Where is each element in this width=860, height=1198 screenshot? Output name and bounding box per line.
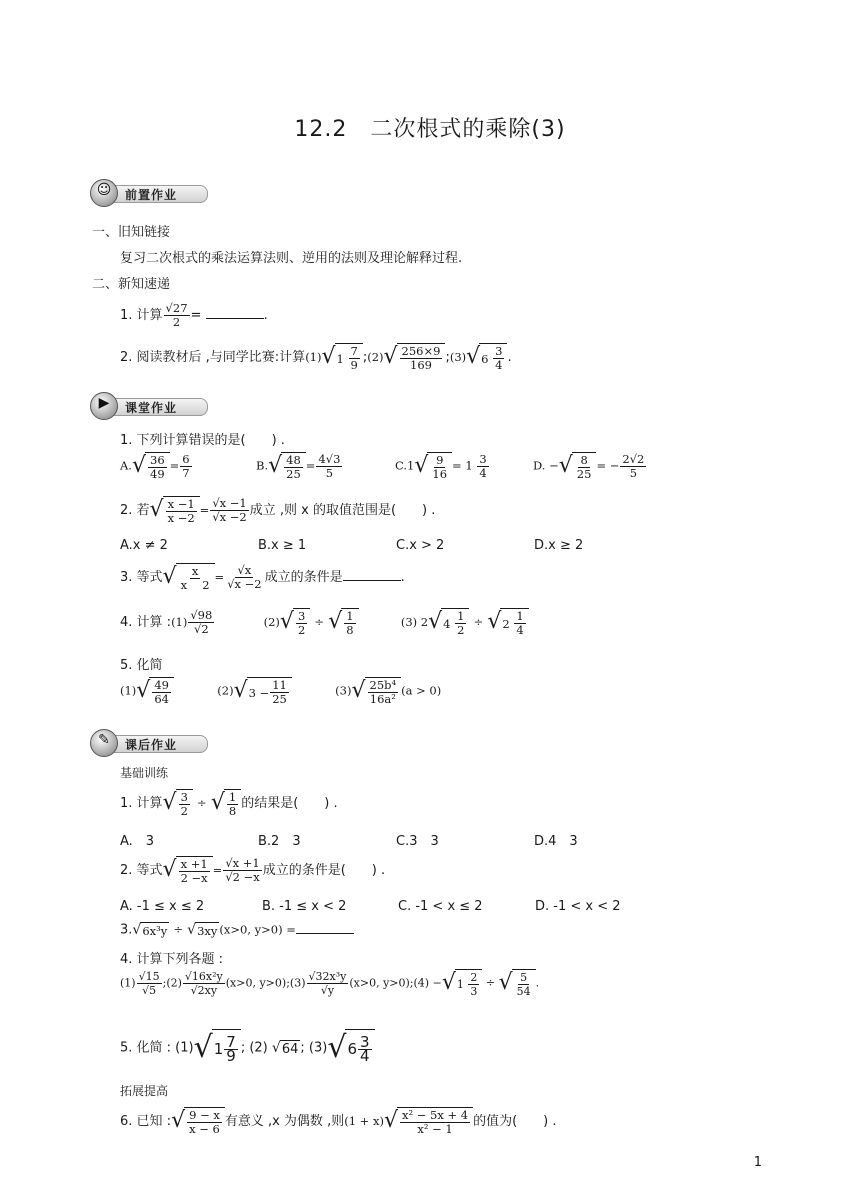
- heading-basic-training: 基础训练: [120, 766, 169, 780]
- class-q2-option-a[interactable]: A.x ≠ 2: [120, 538, 168, 553]
- after-q2-option-b[interactable]: B. -1 ≤ x < 2: [262, 899, 347, 914]
- class-q1-option-b[interactable]: B. √ $\frac{48}{25}$ = $\frac{4√3}{5}$: [256, 452, 341, 481]
- class-q1-option-a[interactable]: A. √ $\frac{36}{49}$ = $\frac{6}{7}$: [120, 452, 190, 481]
- heading-old-knowledge: 一、旧知链接: [92, 225, 171, 240]
- after-question-6: 6. 已知 : √ $\frac{9 - x}{x - 6}$ 有意义 ,x 为偶数 ,则(1 + x) √ $\frac{\text{x² − 5x + 4}}{\text{x² − 1}}$ 的值为( ) .: [120, 1108, 557, 1136]
- after-question-3: 3. √ 6x³y ÷ √ 3xy (x>0, y>0) =: [120, 922, 354, 938]
- section-banner-pre: [90, 179, 208, 205]
- heading-new-knowledge: 二、新知速递: [92, 277, 171, 292]
- section-banner-label: 前置作业: [125, 188, 178, 202]
- section-banner-class: [90, 392, 208, 418]
- page-number: 1: [753, 1155, 762, 1170]
- banner-badge-icon: ✎: [90, 729, 118, 757]
- class-q2-option-d[interactable]: D.x ≥ 2: [534, 538, 584, 553]
- after-question-4: 4. 计算下列各题 :: [120, 952, 224, 967]
- after-q1-option-b[interactable]: B.2 3: [258, 834, 301, 849]
- after-question-2: 2. 等式 √ $\frac{x +1}{2 -x}$ = $\frac{√x +1}{√2 -x}$ 成立的条件是( ) .: [120, 856, 386, 885]
- class-question-4: 4. 计算 :(1) $\frac{√98}{√2}$ (2) √ $\frac{3}{2}$ ÷ √ $\frac{1}{8}$ (3) 2 √ 4 $\frac{1}{2}$ ÷ √ 2 $\frac{1}{4}$: [120, 608, 529, 637]
- banner-badge-icon: ☺: [90, 179, 118, 207]
- class-q1-option-c[interactable]: C.1 √ $\frac{9}{16}$ = 1 $\frac{3}{4}$: [395, 452, 487, 481]
- after-q1-option-c[interactable]: C.3 3: [396, 834, 439, 849]
- section-banner-after: [90, 729, 208, 755]
- pre-question-2: 2. 阅读教材后 ,与同学比赛:计算(1) √ 1 $\frac{7}{9}$ ;(2) √ $\frac{256\times 9}{169}$ ;(3) √ 6 $\frac{3}{4}$ .: [120, 344, 512, 372]
- section-banner-label: 课后作业: [125, 738, 178, 752]
- after-q2-option-d[interactable]: D. -1 < x < 2: [535, 899, 621, 914]
- class-question-3: 3. 等式 √ $\frac{x}{x 2}$ = $\frac{√x}{√x -2}$ 成立的条件是 .: [120, 563, 405, 592]
- after-q2-option-c[interactable]: C. -1 < x ≤ 2: [398, 899, 483, 914]
- after-q1-option-a[interactable]: A. 3: [120, 834, 155, 849]
- old-knowledge-text: 复习二次根式的乘法运算法则、逆用的法则及理论解释过程.: [120, 251, 463, 266]
- answer-blank[interactable]: [343, 580, 401, 581]
- class-question-2: 2. 若 √ $\frac{x -1}{x -2}$ = $\frac{√x -1}{√x -2}$ 成立 ,则 x 的取值范围是( ) .: [120, 496, 436, 525]
- answer-blank[interactable]: [206, 318, 264, 319]
- class-question-5: 5. 化简: [120, 658, 163, 673]
- class-q1-option-d[interactable]: D. − √ $\frac{8}{25}$ = − $\frac{2√2}{5}$: [533, 452, 645, 481]
- after-question-1: 1. 计算 √ $\frac{3}{2}$ ÷ √ $\frac{1}{8}$ 的结果是( ) .: [120, 790, 338, 818]
- heading-extension: 拓展提高: [120, 1084, 169, 1098]
- class-question-1: 1. 下列计算错误的是( ) .: [120, 433, 285, 448]
- after-q1-option-d[interactable]: D.4 3: [534, 834, 578, 849]
- class-q2-option-c[interactable]: C.x > 2: [396, 538, 445, 553]
- after-q2-option-a[interactable]: A. -1 ≤ x ≤ 2: [120, 899, 205, 914]
- pre-question-1: 1. 计算 $\frac{√27}{2}$ = .: [120, 301, 268, 329]
- after-question-5: 5. 化简 : (1) √ 1 $\frac{7}{9}$ ; (2) √ 64 ; (3) √ 6 $\frac{3}{4}$: [120, 1029, 375, 1067]
- banner-badge-icon: ▶: [90, 392, 118, 420]
- page-title: 12.2 二次根式的乘除(3): [294, 117, 566, 142]
- answer-blank[interactable]: [296, 933, 354, 934]
- after-q4-parts: (1) $\frac{√15}{√5}$ ;(2) $\frac{\text{√16x²y}}{√2xy}$ (x>0, y>0);(3) $\frac{\text{√32x³y}}{√y}$ (x>0, y>0);(4) − √ 1 $\frac{2}{3}$ ÷ √ $\frac{5}{54}$ .: [120, 970, 540, 998]
- class-q2-option-b[interactable]: B.x ≥ 1: [258, 538, 307, 553]
- section-banner-label: 课堂作业: [125, 401, 178, 415]
- class-q5-parts: (1) √ $\frac{49}{64}$ (2) √ 3 − $\frac{11}{25}$ (3) √ $\frac{\text{25b⁴}}{\text{16a²}}$ (a > 0): [120, 678, 442, 706]
